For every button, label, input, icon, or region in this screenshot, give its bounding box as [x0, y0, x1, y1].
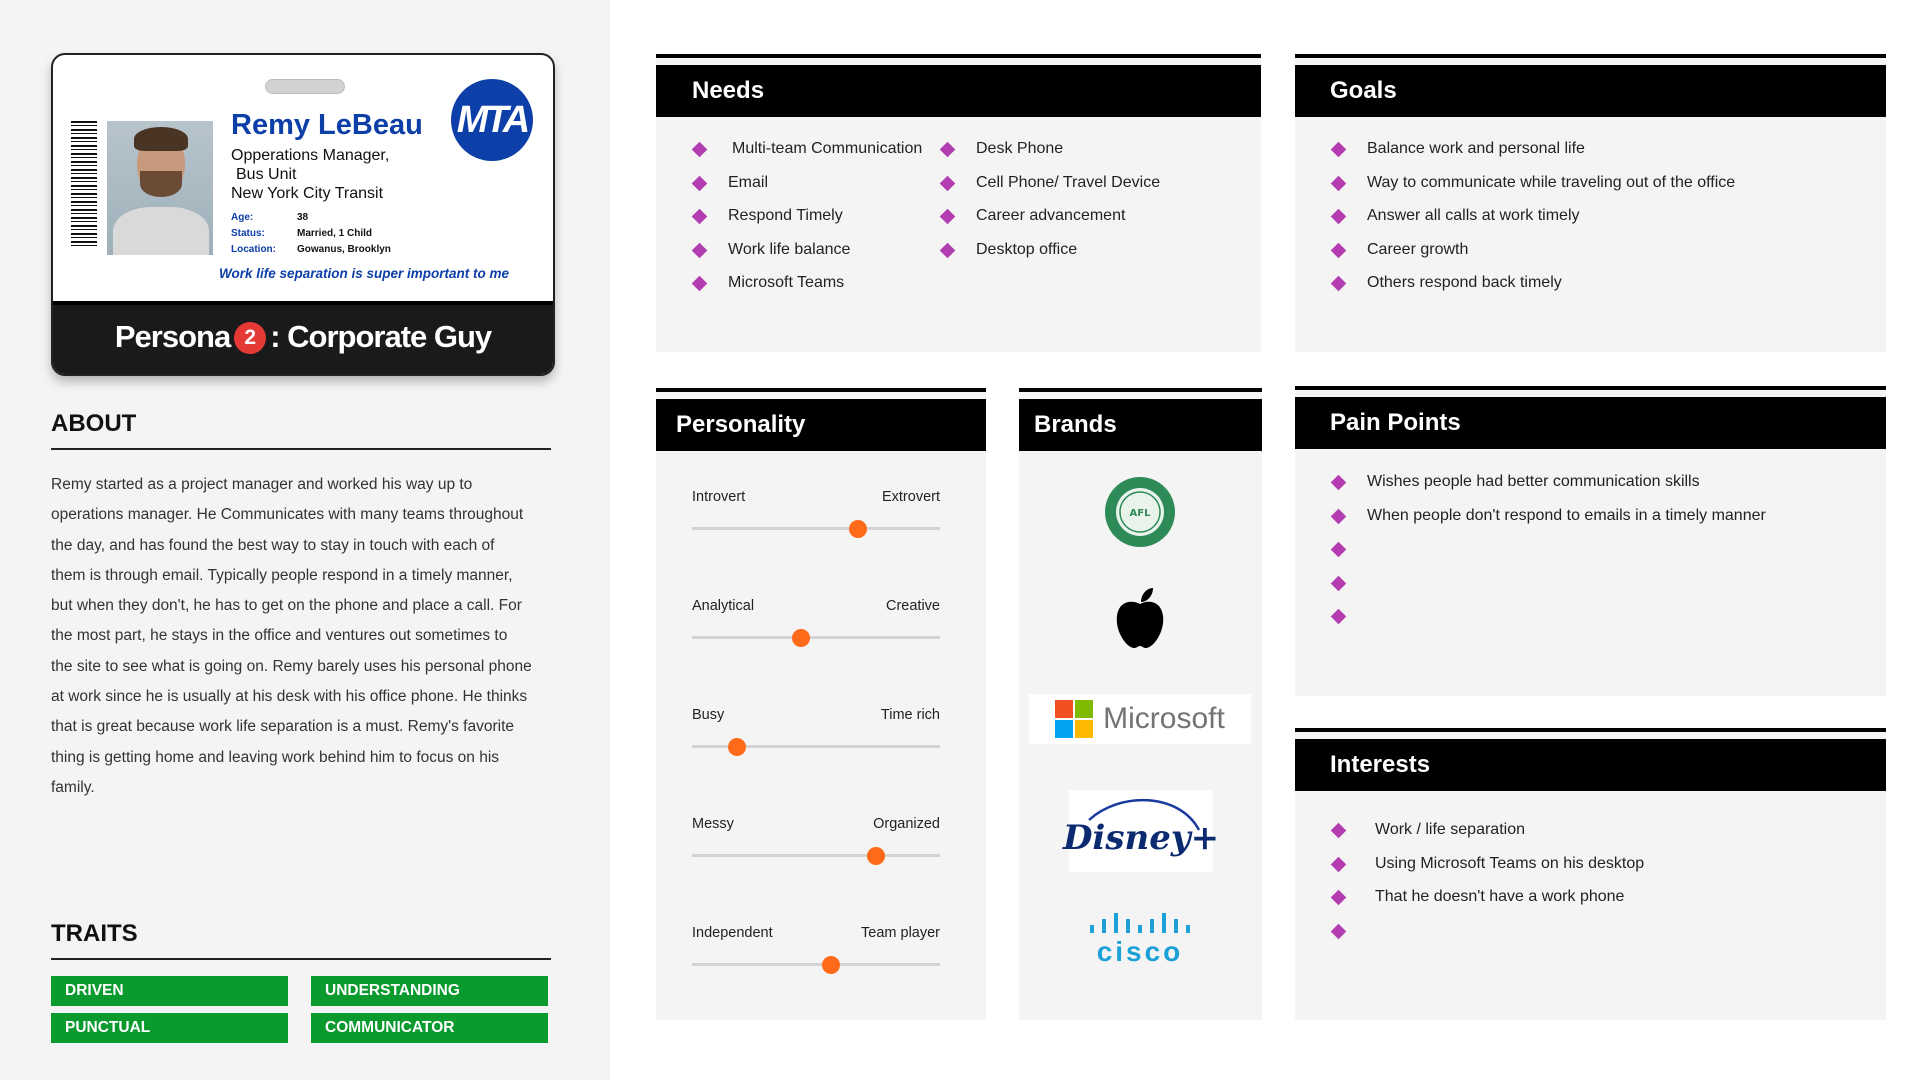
- list-item: Way to communicate while traveling out of the office: [1329, 173, 1735, 207]
- slider-right-label: Time rich: [880, 707, 940, 723]
- left-panel: [0, 0, 610, 1080]
- personality-slider: [692, 598, 940, 614]
- trait-tag: DRIVEN: [51, 976, 288, 1006]
- needs-list-left: [690, 139, 922, 307]
- barcode-icon: [71, 121, 97, 247]
- slider-left-label: Independent: [692, 925, 773, 941]
- svg-text:AFL: AFL: [1129, 508, 1151, 519]
- slider-left-label: Analytical: [692, 598, 755, 614]
- slider-left-label: Introvert: [692, 489, 746, 505]
- slider-track: [692, 854, 940, 857]
- list-item: Work / life separation: [1329, 820, 1644, 854]
- list-item: Desktop office: [938, 240, 1160, 274]
- brands-title: Brands: [1019, 399, 1262, 451]
- badge-slot: [265, 79, 345, 94]
- list-item: [1329, 921, 1644, 955]
- disney-plus-logo-text: Disney+: [1062, 818, 1220, 858]
- slider-right-label: Extrovert: [881, 489, 940, 505]
- list-item: That he doesn't have a work phone: [1329, 887, 1644, 921]
- slider-knob: [822, 956, 840, 974]
- persona-role: [231, 146, 389, 203]
- id-badge: [51, 53, 555, 376]
- interests-card: [1295, 728, 1886, 1020]
- slider-track: [692, 636, 940, 639]
- list-item: [1329, 539, 1766, 573]
- traits-divider: [51, 958, 551, 960]
- list-item: Career advancement: [938, 206, 1160, 240]
- meta-value: 38: [297, 212, 309, 223]
- personality-slider: [692, 925, 940, 941]
- about-line: thing is getting home and leaving work behind him to focus on his: [51, 748, 500, 766]
- persona-title-bar: [53, 301, 553, 376]
- trait-tag: PUNCTUAL: [51, 1013, 288, 1043]
- list-item: Work life balance: [690, 240, 922, 274]
- about-line: them is through email. Typically people respond in a timely manner,: [51, 566, 513, 584]
- about-line: that is great because work life separation is a must. Remy's favorite: [51, 718, 514, 736]
- persona-number-badge: 2: [234, 322, 266, 354]
- personality-title: Personality: [656, 399, 986, 451]
- slider-right-label: Creative: [886, 598, 940, 614]
- slider-track: [692, 527, 940, 530]
- slider-right-label: Team player: [861, 925, 940, 941]
- slider-knob: [792, 629, 810, 647]
- personality-slider: [692, 707, 940, 723]
- traits-title: TRAITS: [51, 920, 138, 947]
- about-title: ABOUT: [51, 410, 137, 437]
- trait-tag: COMMUNICATOR: [311, 1013, 548, 1043]
- slider-track: [692, 963, 940, 966]
- about-line: but when they don't, he has to get on the phone and place a call. For: [51, 597, 522, 615]
- slider-knob: [849, 520, 867, 538]
- pain-points-card: [1295, 386, 1886, 696]
- about-line: Remy started as a project manager and worked his way up to: [51, 476, 473, 493]
- list-item: Wishes people had better communication skills: [1329, 472, 1766, 506]
- microsoft-logo-text: Microsoft: [1103, 702, 1225, 735]
- about-line: at work since he is usually at his desk with his office phone. He thinks: [51, 688, 528, 706]
- list-item: Desk Phone: [938, 139, 1160, 173]
- list-item: When people don't respond to emails in a timely manner: [1329, 506, 1766, 540]
- list-item: [1329, 573, 1766, 607]
- list-item: Microsoft Teams: [690, 273, 922, 307]
- pain-points-title: Pain Points: [1295, 397, 1886, 449]
- role-line: New York City Transit: [231, 185, 384, 202]
- needs-title: Needs: [656, 65, 1261, 117]
- trait-tag: UNDERSTANDING: [311, 976, 548, 1006]
- pain-points-list: [1329, 472, 1766, 640]
- goals-title: Goals: [1295, 65, 1886, 117]
- personality-slider: [692, 489, 940, 505]
- list-item: Others respond back timely: [1329, 273, 1735, 307]
- persona-name: Remy LeBeau: [231, 109, 423, 141]
- avatar: [107, 121, 213, 255]
- list-item: Career growth: [1329, 240, 1735, 274]
- personality-card: [656, 388, 986, 1020]
- role-line: Bus Unit: [236, 166, 297, 183]
- about-line: operations manager. He Communicates with many teams throughout: [51, 506, 524, 524]
- list-item: Email: [690, 173, 922, 207]
- persona-meta: [231, 210, 391, 258]
- about-line: family.: [51, 778, 95, 796]
- slider-left-label: Busy: [692, 707, 725, 723]
- persona-title-prefix: Persona: [114, 319, 231, 354]
- slider-knob: [867, 847, 885, 865]
- interests-list: [1329, 820, 1644, 954]
- list-item: Multi-team Communication: [690, 139, 922, 173]
- persona-quote: Work life separation is super important to me: [219, 266, 510, 281]
- personality-slider: [692, 816, 940, 832]
- meta-key: Status:: [231, 228, 265, 239]
- about-line: the day, and has found the best way to stay in touch with each of: [51, 536, 495, 554]
- list-item: [1329, 606, 1766, 640]
- cisco-logo-text: cisco: [1096, 936, 1184, 967]
- list-item: Cell Phone/ Travel Device: [938, 173, 1160, 207]
- meta-key: Age:: [231, 212, 254, 223]
- list-item: Balance work and personal life: [1329, 139, 1735, 173]
- twu-seal-icon: [1104, 476, 1176, 548]
- slider-knob: [728, 738, 746, 756]
- slider-right-label: Organized: [873, 816, 940, 832]
- meta-key: Location:: [231, 244, 276, 255]
- list-item: Using Microsoft Teams on his desktop: [1329, 854, 1644, 888]
- about-text: [51, 470, 561, 803]
- needs-card: [656, 54, 1261, 352]
- microsoft-logo-icon: [1029, 694, 1251, 744]
- list-item: Respond Timely: [690, 206, 922, 240]
- goals-list: [1329, 139, 1735, 307]
- disney-plus-logo-icon: [1062, 790, 1220, 872]
- persona-title: [53, 319, 553, 355]
- needs-list-right: [938, 139, 1160, 273]
- list-item: Answer all calls at work timely: [1329, 206, 1735, 240]
- goals-card: [1295, 54, 1886, 352]
- brands-card: [1019, 388, 1262, 1020]
- about-divider: [51, 448, 551, 450]
- apple-logo-icon: [1111, 584, 1169, 652]
- about-line: the site to see what is going on. Remy barely uses his personal phone: [51, 657, 532, 675]
- mta-logo-icon: MTA: [451, 79, 533, 161]
- role-line: Opperations Manager,: [231, 147, 390, 164]
- meta-value: Gowanus, Brooklyn: [297, 244, 391, 255]
- cisco-logo-icon: [1084, 906, 1196, 972]
- interests-title: Interests: [1295, 739, 1886, 791]
- meta-value: Married, 1 Child: [297, 228, 373, 239]
- persona-title-suffix: : Corporate Guy: [270, 319, 492, 354]
- about-line: the most part, he stays in the office and ventures out sometimes to: [51, 627, 508, 645]
- slider-left-label: Messy: [692, 816, 734, 832]
